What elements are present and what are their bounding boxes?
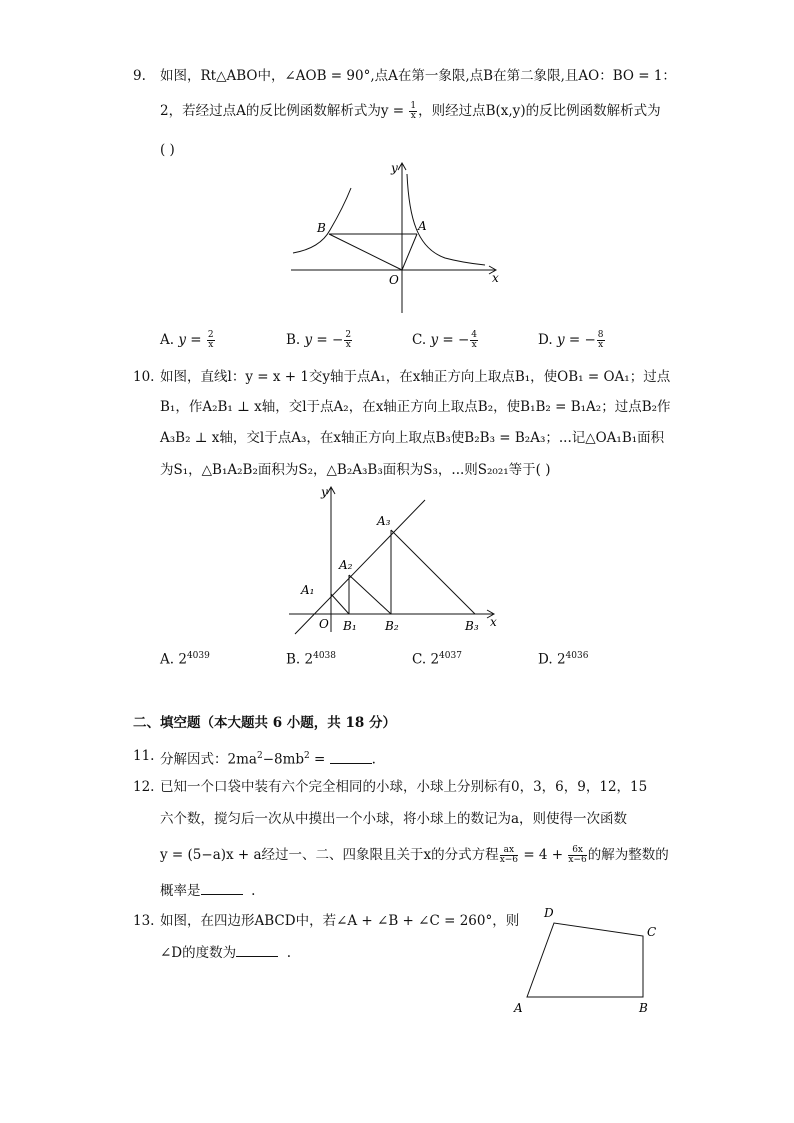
q10-label-O: O [319, 617, 329, 631]
q10-seg-A1B1 [331, 594, 349, 614]
q10-label-y: y [321, 485, 328, 499]
q9-option-c[interactable] [412, 331, 479, 350]
q10-label-B2: B₂ [385, 619, 399, 633]
q9-line2 [160, 102, 661, 121]
q13-number: 13. [133, 913, 155, 929]
q10-line1: 如图，直线l：y = x + 1交y轴于点A₁，在x轴正方向上取点B₁，使OB₁ = OA₁；过点 [160, 369, 671, 385]
q12-frac1 [500, 846, 518, 865]
q12-number: 12. [133, 779, 155, 795]
q10-label-A3: A₃ [377, 514, 391, 528]
q10-option-a-label: A. [160, 651, 175, 668]
q11-number: 11. [133, 748, 155, 764]
q11-end: . [371, 751, 376, 768]
q10-option-c-base: 2 [430, 651, 440, 668]
q10-option-b-exp: 4038 [313, 651, 337, 661]
q12-line4 [160, 882, 255, 900]
q13-line2-text: ∠D的度数为 [160, 945, 237, 961]
q9-option-c-frac [470, 331, 478, 350]
q10-option-d-label: D. [538, 651, 553, 668]
q13-label-A: A [514, 1001, 523, 1015]
q10-option-c[interactable] [412, 651, 462, 668]
q12-line1: 已知一个口袋中装有六个完全相同的小球，小球上分别标有0，3，6，9，12，15 [160, 779, 648, 795]
q10-label-B3: B₃ [465, 619, 479, 633]
q13-label-C: C [647, 925, 657, 939]
q10-option-b-label: B. [286, 651, 301, 668]
q12-frac1-num: ax [500, 846, 518, 856]
q10-line4: 为S₁，△B₁A₂B₂面积为S₂，△B₂A₃B₃面积为S₃，...则S₂₀₂₁等于( ) [160, 462, 551, 478]
q10-number: 10. [133, 369, 155, 385]
q9-frac-den: x [410, 111, 416, 121]
q10-option-b[interactable] [286, 651, 336, 668]
q9-option-a-pre: y = [178, 332, 206, 348]
q10-seg-A3B3 [391, 530, 475, 614]
q10-label-B1: B₁ [343, 619, 357, 633]
q9-option-b-den: x [345, 340, 351, 350]
q9-option-b-pre: y = − [304, 332, 344, 348]
q13-label-D: D [544, 906, 554, 920]
q11-post: = [309, 751, 330, 768]
q12-line3 [160, 846, 669, 865]
q9-label-y: y [391, 161, 398, 175]
q13-label-B: B [639, 1001, 648, 1015]
q9-option-c-label: C. [412, 332, 427, 348]
q9-figure [285, 158, 505, 318]
q11-pre: 分解因式：2ma [160, 751, 257, 768]
q9-frac-num: 1 [410, 101, 417, 111]
q9-option-a[interactable] [160, 331, 216, 350]
q12-frac2-den: x−6 [568, 855, 587, 865]
q9-number: 9. [133, 68, 146, 84]
q13-line2 [160, 944, 291, 962]
q9-label-O: O [389, 273, 399, 287]
q9-option-a-num: 2 [207, 330, 214, 340]
q9-label-x: x [492, 271, 499, 285]
q9-line2a: 2，若经过点A的反比例函数解析式为y = [160, 103, 409, 119]
q9-option-d-den: x [598, 340, 604, 350]
q9-option-d-num: 8 [597, 330, 604, 340]
q9-option-d-frac [597, 331, 605, 350]
q9-option-b[interactable] [286, 331, 353, 350]
q11-line: 分解因式：$2ma^2-8mb^2$ = . [160, 751, 376, 768]
q12-frac2-num: 6x [568, 846, 586, 856]
q13-figure [510, 900, 670, 1020]
q10-label-A1: A₁ [301, 583, 315, 597]
q11-mid: −8mb [262, 751, 305, 768]
q9-option-a-label: A. [160, 332, 175, 348]
q12-line4-text: 概率是 [160, 883, 201, 899]
q9-segment-BO [329, 234, 402, 270]
q10-seg-A2B2 [349, 575, 391, 614]
q12-line3a: y = (5−a)x + a经过一、二、四象限且关于x的分式方程 [160, 847, 499, 863]
q13-answer-blank[interactable] [236, 944, 278, 957]
q9-option-b-label: B. [286, 332, 301, 348]
q9-option-d-label: D. [538, 332, 553, 348]
q9-line2b: ，则经过点B(x,y)的反比例函数解析式为 [418, 103, 661, 119]
q9-option-b-num: 2 [345, 330, 352, 340]
q9-option-b-frac [344, 331, 352, 350]
q11-answer-blank[interactable] [330, 751, 372, 764]
q9-segment-AO [402, 234, 417, 270]
q10-option-b-base: 2 [304, 651, 314, 668]
section2-title: 二、填空题（本大题共 6 小题，共 18 分） [133, 715, 396, 731]
q9-fraction [409, 102, 417, 121]
q9-option-c-den: x [471, 340, 477, 350]
q9-option-a-den: x [208, 340, 214, 350]
q10-option-a-exp: 4039 [186, 651, 210, 661]
q10-option-a[interactable] [160, 651, 210, 668]
q10-option-d-exp: 4036 [565, 651, 589, 661]
q9-option-d-pre: y = − [556, 332, 596, 348]
q9-paren: ( ) [160, 142, 175, 158]
q13-end: . [286, 945, 292, 961]
q13-line1: 如图，在四边形ABCD中，若∠A + ∠B + ∠C = 260°，则 [160, 913, 520, 929]
q10-label-x: x [490, 615, 497, 629]
q12-answer-blank[interactable] [201, 882, 243, 895]
q9-option-c-pre: y = − [430, 332, 470, 348]
q12-frac2 [568, 846, 586, 865]
q12-line3c: 的解为整数的 [587, 847, 669, 863]
q10-option-a-base: 2 [178, 651, 187, 668]
q10-option-d[interactable] [538, 651, 588, 668]
q10-option-d-base: 2 [556, 651, 566, 668]
q9-option-c-num: 4 [471, 330, 478, 340]
q12-line2: 六个数，搅匀后一次从中摸出一个小球，将小球上的数记为a，则使得一次函数 [160, 811, 628, 827]
q10-figure [285, 480, 505, 640]
q10-option-c-exp: 4037 [439, 651, 462, 661]
q10-label-A2: A₂ [339, 558, 353, 572]
q13-quadrilateral [527, 923, 643, 997]
q10-line2: B₁，作A₂B₁ ⊥ x轴，交l于点A₂，在x轴正方向上取点B₂，使B₁B₂ = B₁A₂；过点B₂作 [160, 399, 671, 415]
q9-label-A: A [418, 219, 427, 233]
q10-line3: A₃B₂ ⊥ x轴，交l于点A₃，在x轴正方向上取点B₃使B₂B₃ = B₂A₃；...记△OA₁B₁面积 [160, 430, 665, 446]
q9-line1: 如图，Rt△ABO中，∠AOB = 90°,点A在第一象限,点B在第二象限,且AO：BO = 1： [160, 68, 676, 84]
q9-label-B: B [317, 221, 326, 235]
q12-line3b: = 4 + [519, 847, 568, 863]
q10-option-c-label: C. [412, 651, 427, 668]
q9-option-a-frac [207, 331, 215, 350]
q9-option-d[interactable] [538, 331, 606, 350]
q12-end: . [251, 883, 256, 899]
q12-frac1-den: x−6 [499, 855, 519, 865]
